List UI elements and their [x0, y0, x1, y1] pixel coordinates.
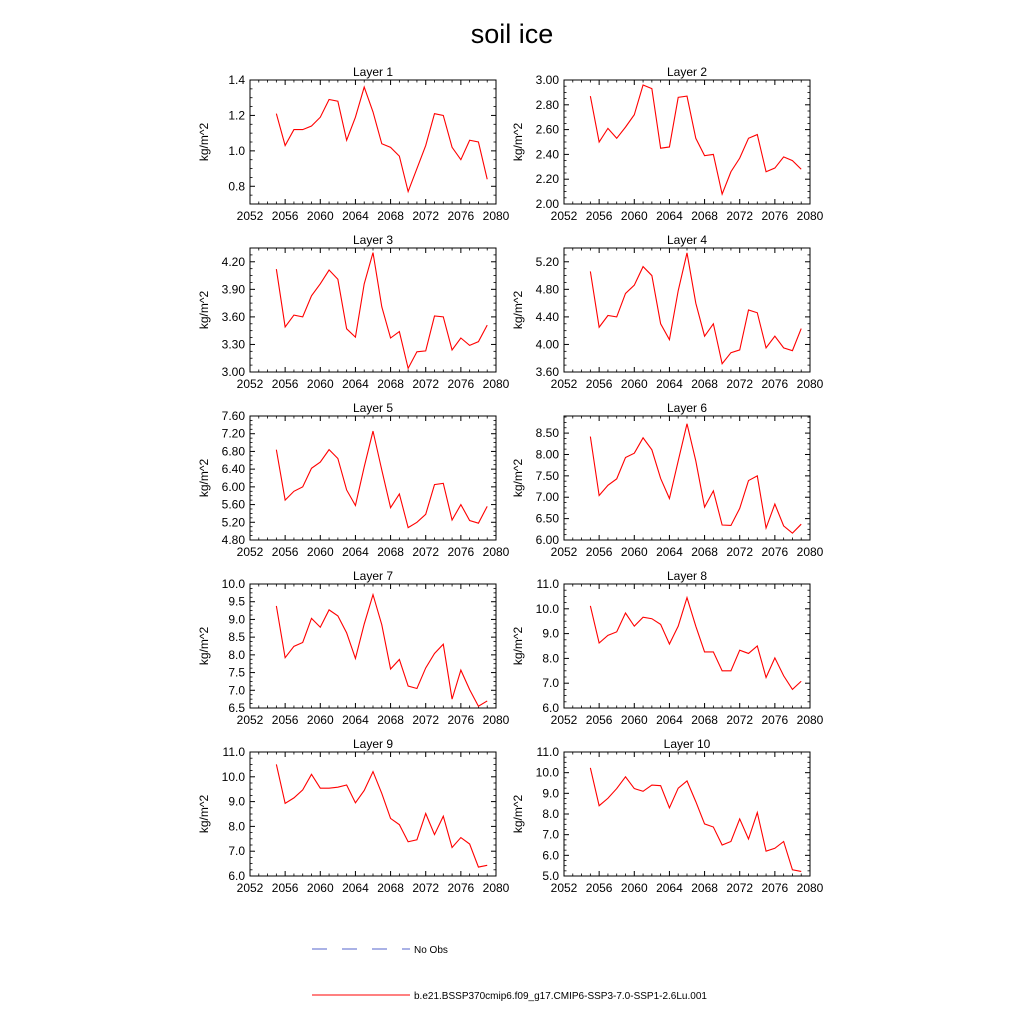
layer-7-panel	[197, 569, 510, 727]
layer-9-ytick-label: 8.0	[228, 819, 245, 834]
layer-9-xtick-label: 2052	[236, 881, 264, 895]
layer-7-ytick-label: 8.0	[228, 647, 245, 662]
layer-9-series-line	[276, 764, 487, 867]
layer-5-panel	[197, 401, 510, 559]
layer-7-series-line	[276, 595, 487, 707]
layer-8-ytick-label: 8.0	[542, 651, 559, 666]
layer-6-title: Layer 6	[666, 401, 708, 415]
layer-2-xtick-label: 2060	[620, 209, 648, 223]
layer-10-xtick-label: 2060	[620, 881, 648, 895]
layer-3-ytick-label: 3.00	[221, 365, 245, 379]
layer-6-panel	[511, 401, 824, 559]
layer-5-frame	[250, 416, 496, 540]
layer-5-ytick-label: 5.20	[221, 515, 245, 530]
layer-1-xtick-label: 2068	[377, 209, 404, 223]
layer-3-frame	[250, 248, 496, 372]
layer-5-ytick-label: 6.00	[221, 479, 245, 494]
layer-8-series-line	[590, 598, 801, 690]
layer-6-xtick-label: 2080	[796, 545, 824, 559]
layer-1-ytick-label: 1.2	[228, 108, 245, 123]
layer-8-frame	[564, 584, 810, 708]
layer-4-frame	[564, 248, 810, 372]
layer-1-series-line	[276, 87, 487, 192]
layer-6-xtick-label: 2064	[656, 545, 683, 559]
layer-5-ytick-label: 6.40	[221, 462, 245, 477]
layer-3-xtick-label: 2080	[482, 377, 510, 391]
layer-7-frame	[250, 584, 496, 708]
layer-10-xtick-label: 2056	[585, 881, 613, 895]
layer-4-ytick-label: 4.80	[535, 282, 559, 297]
layer-3-xtick-label: 2068	[377, 377, 404, 391]
layer-1-xtick-label: 2056	[271, 209, 299, 223]
layer-1-xtick-label: 2060	[306, 209, 334, 223]
layer-5-xtick-label: 2060	[306, 545, 334, 559]
layer-9-xtick-label: 2060	[306, 881, 334, 895]
layer-5-xtick-label: 2076	[447, 545, 475, 559]
layer-8-xtick-label: 2080	[796, 713, 824, 727]
layer-4-series-line	[590, 253, 801, 364]
layer-9-panel	[197, 737, 510, 895]
layer-8-ylabel: kg/m^2	[511, 626, 525, 666]
layer-3-xtick-label: 2064	[342, 377, 369, 391]
layer-8-xtick-label: 2068	[691, 713, 718, 727]
layer-2-ytick-label: 3.00	[535, 73, 559, 87]
layer-10-xtick-label: 2072	[726, 881, 754, 895]
layer-9-ylabel: kg/m^2	[197, 794, 211, 834]
layer-7-xtick-label: 2080	[482, 713, 510, 727]
layer-10-series-line	[590, 768, 801, 872]
layer-2-xtick-label: 2068	[691, 209, 718, 223]
figure-title: soil ice	[470, 19, 554, 49]
layer-2-panel	[511, 65, 824, 223]
layer-3-series-line	[276, 253, 487, 369]
layer-8-ytick-label: 7.0	[542, 676, 559, 691]
layer-6-ytick-label: 6.00	[535, 533, 559, 547]
layer-2-ytick-label: 2.00	[535, 197, 559, 211]
layer-9-ytick-label: 11.0	[222, 745, 245, 759]
layer-8-xtick-label: 2060	[620, 713, 648, 727]
layer-8-ytick-label: 10.0	[535, 601, 559, 616]
layer-1-xtick-label: 2052	[236, 209, 264, 223]
layer-7-xtick-label: 2068	[377, 713, 404, 727]
layer-7-ytick-label: 9.5	[228, 594, 245, 609]
layer-9-xtick-label: 2068	[377, 881, 404, 895]
layer-6-xtick-label: 2052	[550, 545, 578, 559]
layer-5-xtick-label: 2052	[236, 545, 264, 559]
layer-5-ytick-label: 4.80	[221, 533, 245, 547]
layer-10-xtick-label: 2076	[761, 881, 789, 895]
layer-6-xtick-label: 2076	[761, 545, 789, 559]
legend-label-1: No Obs	[414, 945, 448, 956]
layer-7-ytick-label: 10.0	[221, 577, 245, 591]
layer-1-xtick-label: 2064	[342, 209, 369, 223]
layer-3-xtick-label: 2052	[236, 377, 264, 391]
layer-9-xtick-label: 2064	[342, 881, 369, 895]
layer-7-xtick-label: 2056	[271, 713, 299, 727]
layer-3-xtick-label: 2056	[271, 377, 299, 391]
layer-7-xtick-label: 2064	[342, 713, 369, 727]
legend-label-2: b.e21.BSSP370cmip6.f09_g17.CMIP6-SSP3-7.0-SSP1-2.6Lu.001	[414, 991, 707, 1002]
layer-6-xtick-label: 2060	[620, 545, 648, 559]
layer-2-xtick-label: 2064	[656, 209, 683, 223]
layer-5-ytick-label: 5.60	[221, 497, 245, 512]
layer-1-xtick-label: 2076	[447, 209, 475, 223]
layer-5-ytick-label: 7.60	[221, 409, 245, 423]
layer-9-xtick-label: 2076	[447, 881, 475, 895]
layer-10-ytick-label: 9.0	[542, 786, 559, 801]
layer-4-ytick-label: 3.60	[535, 365, 559, 379]
layer-6-series-line	[590, 424, 801, 533]
layer-8-xtick-label: 2076	[761, 713, 789, 727]
layer-9-xtick-label: 2072	[412, 881, 440, 895]
layer-8-ytick-label: 11.0	[536, 577, 559, 591]
layer-1-ytick-label: 0.8	[228, 179, 245, 194]
layer-4-ytick-label: 5.20	[535, 254, 559, 269]
layer-10-xtick-label: 2068	[691, 881, 718, 895]
layer-1-xtick-label: 2072	[412, 209, 440, 223]
layer-1-xtick-label: 2080	[482, 209, 510, 223]
layer-3-ytick-label: 3.60	[221, 309, 245, 324]
layer-9-xtick-label: 2080	[482, 881, 510, 895]
layer-1-title: Layer 1	[352, 65, 394, 79]
layer-2-xtick-label: 2052	[550, 209, 578, 223]
layer-5-ytick-label: 7.20	[221, 426, 245, 441]
layer-2-xtick-label: 2072	[726, 209, 754, 223]
layer-10-ytick-label: 7.0	[542, 827, 559, 842]
layer-10-panel	[511, 737, 824, 895]
layer-4-xtick-label: 2056	[585, 377, 613, 391]
layer-1-ytick-label: 1.4	[228, 73, 245, 87]
layer-9-ytick-label: 6.0	[228, 869, 245, 883]
layer-4-ylabel: kg/m^2	[511, 290, 525, 330]
layer-10-ylabel: kg/m^2	[511, 794, 525, 834]
layer-6-ytick-label: 7.00	[535, 490, 559, 505]
layer-9-title: Layer 9	[352, 737, 394, 751]
layer-3-ytick-label: 3.90	[221, 282, 245, 297]
layer-1-panel	[197, 65, 510, 223]
layer-3-title: Layer 3	[352, 233, 394, 247]
layer-10-xtick-label: 2064	[656, 881, 683, 895]
layer-3-xtick-label: 2076	[447, 377, 475, 391]
panels-grid	[197, 65, 824, 895]
layer-5-ytick-label: 6.80	[221, 444, 245, 459]
layer-2-title: Layer 2	[666, 65, 708, 79]
legend	[312, 945, 707, 1002]
layer-4-title: Layer 4	[666, 233, 708, 247]
layer-7-ytick-label: 7.0	[228, 683, 245, 698]
layer-10-title: Layer 10	[663, 737, 711, 751]
layer-3-ylabel: kg/m^2	[197, 290, 211, 330]
layer-2-ytick-label: 2.20	[535, 172, 559, 187]
layer-5-xtick-label: 2056	[271, 545, 299, 559]
layer-3-ytick-label: 4.20	[221, 254, 245, 269]
layer-10-xtick-label: 2052	[550, 881, 578, 895]
layer-6-ylabel: kg/m^2	[511, 458, 525, 498]
layer-9-ytick-label: 9.0	[228, 794, 245, 809]
layer-4-xtick-label: 2072	[726, 377, 754, 391]
layer-10-ytick-label: 11.0	[536, 745, 559, 759]
layer-4-ytick-label: 4.00	[535, 337, 559, 352]
layer-2-series-line	[590, 85, 801, 194]
layer-5-xtick-label: 2064	[342, 545, 369, 559]
layer-4-panel	[511, 233, 824, 391]
layer-2-xtick-label: 2076	[761, 209, 789, 223]
layer-8-xtick-label: 2072	[726, 713, 754, 727]
layer-8-ytick-label: 9.0	[542, 626, 559, 641]
layer-10-ytick-label: 6.0	[542, 848, 559, 863]
layer-6-ytick-label: 8.00	[535, 447, 559, 462]
layer-1-ytick-label: 1.0	[228, 143, 245, 158]
layer-2-ytick-label: 2.40	[535, 147, 559, 162]
layer-10-frame	[564, 752, 810, 876]
layer-4-xtick-label: 2052	[550, 377, 578, 391]
layer-3-xtick-label: 2060	[306, 377, 334, 391]
layer-6-ytick-label: 7.50	[535, 468, 559, 483]
layer-6-frame	[564, 416, 810, 540]
layer-5-ylabel: kg/m^2	[197, 458, 211, 498]
layer-6-ytick-label: 6.50	[535, 511, 559, 526]
layer-2-ytick-label: 2.60	[535, 122, 559, 137]
layer-4-xtick-label: 2064	[656, 377, 683, 391]
layer-5-xtick-label: 2072	[412, 545, 440, 559]
layer-5-title: Layer 5	[352, 401, 394, 415]
layer-4-ytick-label: 4.40	[535, 309, 559, 324]
layer-4-xtick-label: 2076	[761, 377, 789, 391]
layer-7-ytick-label: 7.5	[228, 665, 245, 680]
layer-8-ytick-label: 6.0	[542, 701, 559, 715]
layer-7-title: Layer 7	[352, 569, 394, 583]
layer-10-ytick-label: 10.0	[535, 765, 559, 780]
layer-5-xtick-label: 2068	[377, 545, 404, 559]
layer-2-ytick-label: 2.80	[535, 97, 559, 112]
layer-6-ytick-label: 8.50	[535, 426, 559, 441]
layer-10-ytick-label: 5.0	[542, 869, 559, 883]
layer-3-xtick-label: 2072	[412, 377, 440, 391]
layer-6-xtick-label: 2068	[691, 545, 718, 559]
layer-6-xtick-label: 2056	[585, 545, 613, 559]
layer-1-ylabel: kg/m^2	[197, 122, 211, 162]
layer-7-xtick-label: 2060	[306, 713, 334, 727]
layer-3-ytick-label: 3.30	[221, 337, 245, 352]
layer-10-ytick-label: 8.0	[542, 807, 559, 821]
layer-7-ytick-label: 8.5	[228, 630, 245, 645]
layer-5-xtick-label: 2080	[482, 545, 510, 559]
layer-4-xtick-label: 2080	[796, 377, 824, 391]
layer-8-panel	[511, 569, 824, 727]
layer-9-ytick-label: 7.0	[228, 844, 245, 859]
layer-2-xtick-label: 2056	[585, 209, 613, 223]
layer-6-xtick-label: 2072	[726, 545, 754, 559]
layer-10-xtick-label: 2080	[796, 881, 824, 895]
layer-7-xtick-label: 2052	[236, 713, 264, 727]
layer-8-xtick-label: 2052	[550, 713, 578, 727]
layer-4-xtick-label: 2060	[620, 377, 648, 391]
layer-7-ytick-label: 9.0	[228, 612, 245, 627]
layer-7-ytick-label: 6.5	[228, 701, 245, 715]
layer-9-ytick-label: 10.0	[221, 769, 245, 784]
layer-5-series-line	[276, 431, 487, 528]
layer-7-xtick-label: 2072	[412, 713, 440, 727]
layer-7-xtick-label: 2076	[447, 713, 475, 727]
layer-3-panel	[197, 233, 510, 391]
layer-8-xtick-label: 2056	[585, 713, 613, 727]
layer-8-xtick-label: 2064	[656, 713, 683, 727]
layer-9-xtick-label: 2056	[271, 881, 299, 895]
layer-4-xtick-label: 2068	[691, 377, 718, 391]
layer-2-ylabel: kg/m^2	[511, 122, 525, 162]
layer-8-title: Layer 8	[666, 569, 708, 583]
layer-2-xtick-label: 2080	[796, 209, 824, 223]
layer-7-ylabel: kg/m^2	[197, 626, 211, 666]
